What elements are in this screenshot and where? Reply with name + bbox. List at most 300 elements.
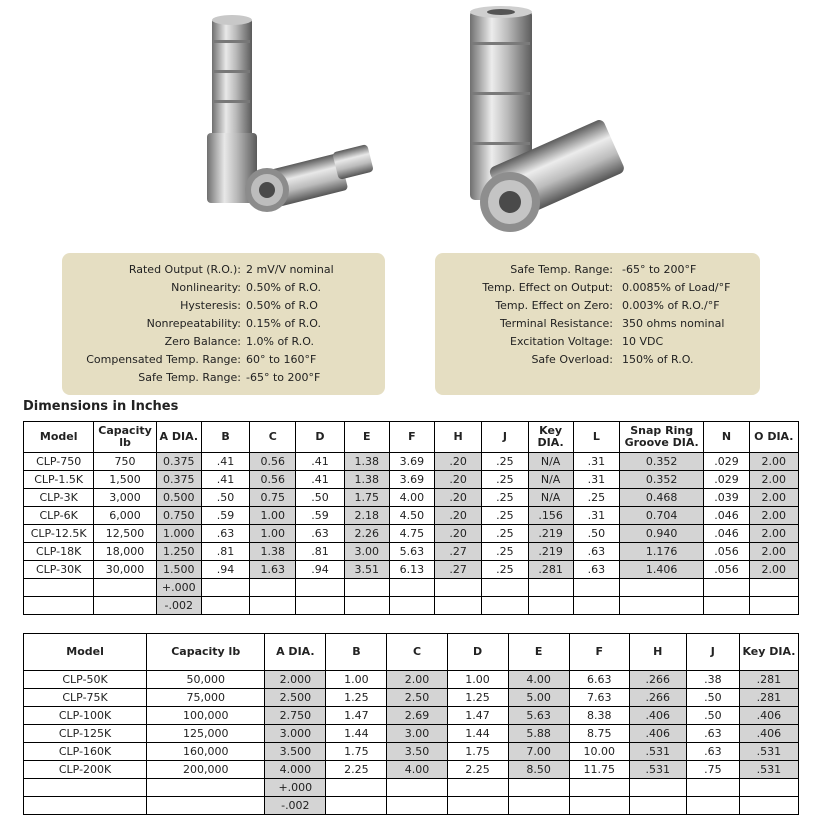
- tolerance-row: [24, 797, 799, 815]
- table-cell: .41: [201, 453, 249, 471]
- column-header: E: [508, 634, 569, 671]
- table-cell: 125,000: [147, 725, 265, 743]
- table-cell: 1.500: [156, 561, 201, 579]
- table-row: [24, 743, 799, 761]
- table-cell: 0.468: [619, 489, 703, 507]
- table-row: [24, 453, 799, 471]
- column-header: J: [482, 422, 528, 453]
- spec-row: [435, 315, 760, 333]
- load-cell-photo-left: [195, 8, 390, 228]
- table-cell: 100,000: [147, 707, 265, 725]
- table-cell: 200,000: [147, 761, 265, 779]
- table-cell: 1.25: [447, 689, 508, 707]
- tolerance-cell: -.002: [265, 797, 326, 815]
- table-cell: 2.26: [344, 525, 389, 543]
- column-header: J: [686, 634, 739, 671]
- table-cell: .31: [573, 507, 619, 525]
- table-cell: 18,000: [94, 543, 156, 561]
- table-cell: 4.00: [389, 489, 434, 507]
- table-cell: 3,000: [94, 489, 156, 507]
- empty-cell: [573, 579, 619, 597]
- column-header: F: [389, 422, 434, 453]
- empty-cell: [387, 779, 447, 797]
- table-cell: 0.352: [619, 471, 703, 489]
- column-header: O DIA.: [749, 422, 798, 453]
- table-cell: 5.88: [508, 725, 569, 743]
- empty-cell: [94, 597, 156, 615]
- table-cell: 4.50: [389, 507, 434, 525]
- table-cell: .531: [629, 743, 686, 761]
- empty-cell: [94, 579, 156, 597]
- table-cell: 3.000: [265, 725, 326, 743]
- table-cell: 0.375: [156, 471, 201, 489]
- table-cell: 1.406: [619, 561, 703, 579]
- table-cell: 1.00: [447, 671, 508, 689]
- table-cell: 1,500: [94, 471, 156, 489]
- table-cell: 0.750: [156, 507, 201, 525]
- table-cell: .50: [296, 489, 344, 507]
- column-header: L: [573, 422, 619, 453]
- table-cell: 1.25: [326, 689, 387, 707]
- table-cell: .25: [482, 471, 528, 489]
- table-cell: .20: [435, 453, 482, 471]
- table-cell: 3.00: [344, 543, 389, 561]
- table-cell: N/A: [528, 453, 573, 471]
- table-cell: 1.38: [344, 471, 389, 489]
- table-cell: .31: [573, 471, 619, 489]
- table-cell: 1.38: [344, 453, 389, 471]
- spec-label: Terminal Resistance:: [500, 317, 613, 330]
- table-cell: 50,000: [147, 671, 265, 689]
- spec-label: Excitation Voltage:: [510, 335, 613, 348]
- table-row: [24, 543, 799, 561]
- table-cell: 0.500: [156, 489, 201, 507]
- table-row: [24, 761, 799, 779]
- table-cell: 3.69: [389, 471, 434, 489]
- table-cell: .281: [739, 671, 798, 689]
- table-cell: 3.500: [265, 743, 326, 761]
- table-cell: .531: [739, 761, 798, 779]
- table-cell: 8.75: [569, 725, 629, 743]
- table-cell: 1.38: [250, 543, 296, 561]
- empty-cell: [447, 779, 508, 797]
- table-cell: 1.75: [447, 743, 508, 761]
- table-cell: .20: [435, 525, 482, 543]
- table-cell: 2.00: [749, 471, 798, 489]
- table-cell: 8.38: [569, 707, 629, 725]
- table-cell: 2.00: [749, 525, 798, 543]
- empty-cell: [749, 597, 798, 615]
- spec-label: Hysteresis:: [180, 299, 241, 312]
- table-cell: 4.000: [265, 761, 326, 779]
- table-cell: 5.63: [508, 707, 569, 725]
- table-cell: .266: [629, 689, 686, 707]
- column-header: B: [326, 634, 387, 671]
- table-cell: .531: [739, 743, 798, 761]
- table-cell: CLP-12.5K: [24, 525, 94, 543]
- tolerance-cell: +.000: [156, 579, 201, 597]
- table-cell: 4.00: [508, 671, 569, 689]
- column-header: F: [569, 634, 629, 671]
- tolerance-row: [24, 597, 799, 615]
- table-cell: .25: [482, 507, 528, 525]
- table-cell: 30,000: [94, 561, 156, 579]
- empty-cell: [508, 779, 569, 797]
- table-cell: 7.00: [508, 743, 569, 761]
- spec-value: 1.0% of R.O.: [246, 335, 314, 348]
- column-header: Capacity lb: [94, 422, 156, 453]
- table-cell: 1.00: [326, 671, 387, 689]
- table-cell: 11.75: [569, 761, 629, 779]
- spec-row: [435, 297, 760, 315]
- table-cell: CLP-6K: [24, 507, 94, 525]
- table-cell: 1.44: [326, 725, 387, 743]
- spec-value: 60° to 160°F: [246, 353, 317, 366]
- table-cell: 3.51: [344, 561, 389, 579]
- empty-cell: [344, 597, 389, 615]
- tolerance-row: [24, 579, 799, 597]
- spec-row: [62, 279, 385, 297]
- table-cell: .38: [686, 671, 739, 689]
- column-header: Model: [24, 422, 94, 453]
- table-cell: 3.69: [389, 453, 434, 471]
- empty-cell: [686, 779, 739, 797]
- empty-cell: [447, 797, 508, 815]
- table-cell: .63: [296, 525, 344, 543]
- table-cell: .406: [739, 707, 798, 725]
- table-cell: 2.25: [447, 761, 508, 779]
- table-cell: .25: [482, 543, 528, 561]
- empty-cell: [296, 597, 344, 615]
- empty-cell: [739, 779, 798, 797]
- column-header: H: [435, 422, 482, 453]
- table-cell: 2.18: [344, 507, 389, 525]
- table-cell: 750: [94, 453, 156, 471]
- table-cell: .31: [573, 453, 619, 471]
- spec-row: [62, 261, 385, 279]
- table-cell: .63: [686, 743, 739, 761]
- empty-cell: [389, 579, 434, 597]
- table-cell: .266: [629, 671, 686, 689]
- table-cell: CLP-18K: [24, 543, 94, 561]
- table-cell: 1.47: [326, 707, 387, 725]
- table-cell: .046: [704, 525, 749, 543]
- table-cell: CLP-200K: [24, 761, 147, 779]
- table-cell: CLP-125K: [24, 725, 147, 743]
- table-cell: 5.63: [389, 543, 434, 561]
- table-cell: .27: [435, 543, 482, 561]
- spec-label: Temp. Effect on Zero:: [495, 299, 613, 312]
- empty-cell: [569, 779, 629, 797]
- spec-row: [62, 369, 385, 387]
- empty-cell: [739, 797, 798, 815]
- empty-cell: [147, 779, 265, 797]
- table-cell: 1.250: [156, 543, 201, 561]
- table-cell: .029: [704, 471, 749, 489]
- table-cell: 2.25: [326, 761, 387, 779]
- table-cell: 1.00: [250, 507, 296, 525]
- empty-cell: [482, 597, 528, 615]
- table-cell: CLP-100K: [24, 707, 147, 725]
- table-cell: .281: [528, 561, 573, 579]
- spec-box-right: [435, 253, 760, 395]
- table-cell: 2.00: [749, 489, 798, 507]
- table-cell: .156: [528, 507, 573, 525]
- empty-cell: [435, 597, 482, 615]
- spec-box-left: [62, 253, 385, 395]
- table-row: [24, 561, 799, 579]
- spec-value: 0.50% of R.O.: [246, 281, 321, 294]
- spec-row: [435, 279, 760, 297]
- table-cell: .20: [435, 471, 482, 489]
- empty-cell: [147, 797, 265, 815]
- spec-value: -65° to 200°F: [246, 371, 321, 384]
- table-cell: 3.00: [387, 725, 447, 743]
- table-cell: 1.75: [344, 489, 389, 507]
- empty-cell: [201, 597, 249, 615]
- column-header: A DIA.: [156, 422, 201, 453]
- table-cell: .50: [573, 525, 619, 543]
- table-cell: .75: [686, 761, 739, 779]
- table-row: [24, 725, 799, 743]
- table-cell: 4.75: [389, 525, 434, 543]
- table-cell: .20: [435, 507, 482, 525]
- empty-cell: [344, 579, 389, 597]
- empty-cell: [24, 779, 147, 797]
- table-cell: .59: [296, 507, 344, 525]
- spec-row: [62, 351, 385, 369]
- column-header: Key DIA.: [739, 634, 798, 671]
- empty-cell: [201, 579, 249, 597]
- dimensions-title: Dimensions in Inches: [23, 399, 179, 414]
- column-header: A DIA.: [265, 634, 326, 671]
- spec-value: -65° to 200°F: [622, 263, 697, 276]
- table-cell: .219: [528, 525, 573, 543]
- spec-label: Safe Temp. Range:: [138, 371, 241, 384]
- empty-cell: [528, 597, 573, 615]
- spec-value: 2 mV/V nominal: [246, 263, 334, 276]
- table-cell: 4.00: [387, 761, 447, 779]
- table-cell: .25: [482, 561, 528, 579]
- table-cell: 0.75: [250, 489, 296, 507]
- table-cell: 2.00: [749, 507, 798, 525]
- empty-cell: [508, 797, 569, 815]
- spec-value: 10 VDC: [622, 335, 664, 348]
- spec-label: Temp. Effect on Output:: [482, 281, 613, 294]
- column-header: B: [201, 422, 249, 453]
- table-cell: 1.47: [447, 707, 508, 725]
- table-cell: CLP-30K: [24, 561, 94, 579]
- empty-cell: [569, 797, 629, 815]
- table-cell: 2.00: [749, 453, 798, 471]
- spec-label: Nonlinearity:: [171, 281, 241, 294]
- empty-cell: [389, 597, 434, 615]
- table-cell: N/A: [528, 471, 573, 489]
- tolerance-row: [24, 779, 799, 797]
- table-cell: 1.00: [250, 525, 296, 543]
- table-cell: 0.56: [250, 471, 296, 489]
- table-row: [24, 671, 799, 689]
- column-header: Snap Ring Groove DIA.: [619, 422, 703, 453]
- table-cell: .25: [482, 489, 528, 507]
- table-cell: 75,000: [147, 689, 265, 707]
- load-cell-photo-right: [455, 2, 635, 237]
- empty-cell: [749, 579, 798, 597]
- column-header: C: [387, 634, 447, 671]
- table-header-row: [24, 634, 799, 671]
- table-cell: .41: [296, 453, 344, 471]
- empty-cell: [435, 579, 482, 597]
- table-cell: 8.50: [508, 761, 569, 779]
- empty-cell: [686, 797, 739, 815]
- table-cell: .41: [201, 471, 249, 489]
- table-cell: 2.750: [265, 707, 326, 725]
- table-row: [24, 707, 799, 725]
- spec-value: 0.50% of R.O: [246, 299, 318, 312]
- empty-cell: [24, 797, 147, 815]
- table-cell: 2.000: [265, 671, 326, 689]
- table-row: [24, 471, 799, 489]
- table-cell: .029: [704, 453, 749, 471]
- table-cell: .94: [201, 561, 249, 579]
- table-cell: 0.704: [619, 507, 703, 525]
- spec-label: Safe Overload:: [531, 353, 613, 366]
- table-cell: 2.00: [387, 671, 447, 689]
- table-cell: .41: [296, 471, 344, 489]
- table-cell: .531: [629, 761, 686, 779]
- table-cell: .63: [573, 561, 619, 579]
- table-cell: .63: [686, 725, 739, 743]
- table-row: [24, 689, 799, 707]
- table-cell: .63: [201, 525, 249, 543]
- table-row: [24, 507, 799, 525]
- table-cell: .219: [528, 543, 573, 561]
- table-cell: .50: [686, 707, 739, 725]
- empty-cell: [24, 579, 94, 597]
- table-cell: 2.00: [749, 543, 798, 561]
- table-cell: .056: [704, 543, 749, 561]
- table-cell: .20: [435, 489, 482, 507]
- spec-label: Nonrepeatability:: [146, 317, 241, 330]
- table-cell: CLP-50K: [24, 671, 147, 689]
- empty-cell: [528, 579, 573, 597]
- table-cell: .406: [739, 725, 798, 743]
- spec-label: Compensated Temp. Range:: [86, 353, 241, 366]
- spec-row: [62, 315, 385, 333]
- table-cell: .27: [435, 561, 482, 579]
- table-cell: CLP-3K: [24, 489, 94, 507]
- table-cell: 2.500: [265, 689, 326, 707]
- table-cell: 0.940: [619, 525, 703, 543]
- tolerance-cell: -.002: [156, 597, 201, 615]
- dimensions-table-1: [23, 421, 799, 615]
- tolerance-cell: +.000: [265, 779, 326, 797]
- table-cell: 1.000: [156, 525, 201, 543]
- empty-cell: [619, 597, 703, 615]
- table-cell: 3.50: [387, 743, 447, 761]
- spec-row: [435, 333, 760, 351]
- table-cell: .25: [482, 525, 528, 543]
- empty-cell: [619, 579, 703, 597]
- table-cell: .81: [296, 543, 344, 561]
- table-row: [24, 525, 799, 543]
- spec-value: 0.0085% of Load/°F: [622, 281, 731, 294]
- table-cell: .046: [704, 507, 749, 525]
- empty-cell: [250, 597, 296, 615]
- table-cell: .50: [201, 489, 249, 507]
- spec-value: 0.15% of R.O.: [246, 317, 321, 330]
- table-cell: .039: [704, 489, 749, 507]
- table-cell: .406: [629, 707, 686, 725]
- table-cell: 160,000: [147, 743, 265, 761]
- empty-cell: [704, 579, 749, 597]
- table-row: [24, 489, 799, 507]
- column-header: Model: [24, 634, 147, 671]
- empty-cell: [24, 597, 94, 615]
- empty-cell: [296, 579, 344, 597]
- table-cell: 1.75: [326, 743, 387, 761]
- spec-row: [62, 333, 385, 351]
- table-cell: CLP-1.5K: [24, 471, 94, 489]
- table-cell: .25: [573, 489, 619, 507]
- spec-label: Rated Output (R.O.):: [128, 263, 241, 276]
- table-cell: 6.13: [389, 561, 434, 579]
- table-cell: .056: [704, 561, 749, 579]
- table-cell: 1.44: [447, 725, 508, 743]
- table-cell: .81: [201, 543, 249, 561]
- empty-cell: [629, 779, 686, 797]
- column-header: C: [250, 422, 296, 453]
- spec-value: 350 ohms nominal: [622, 317, 725, 330]
- empty-cell: [573, 597, 619, 615]
- table-cell: .25: [482, 453, 528, 471]
- spec-value: 0.003% of R.O./°F: [622, 299, 720, 312]
- table-cell: 0.375: [156, 453, 201, 471]
- column-header: Key DIA.: [528, 422, 573, 453]
- table-cell: N/A: [528, 489, 573, 507]
- empty-cell: [629, 797, 686, 815]
- table-cell: 2.69: [387, 707, 447, 725]
- table-cell: 0.352: [619, 453, 703, 471]
- table-cell: 1.176: [619, 543, 703, 561]
- table-cell: 10.00: [569, 743, 629, 761]
- dimensions-table-2: [23, 633, 799, 815]
- spec-row: [62, 297, 385, 315]
- table-cell: 6,000: [94, 507, 156, 525]
- table-cell: CLP-160K: [24, 743, 147, 761]
- table-cell: CLP-75K: [24, 689, 147, 707]
- empty-cell: [326, 797, 387, 815]
- spec-label: Safe Temp. Range:: [510, 263, 613, 276]
- table-cell: 0.56: [250, 453, 296, 471]
- table-cell: .281: [739, 689, 798, 707]
- empty-cell: [326, 779, 387, 797]
- column-header: D: [296, 422, 344, 453]
- table-cell: .50: [686, 689, 739, 707]
- column-header: Capacity lb: [147, 634, 265, 671]
- table-cell: 6.63: [569, 671, 629, 689]
- table-cell: .406: [629, 725, 686, 743]
- column-header: H: [629, 634, 686, 671]
- table-cell: 1.63: [250, 561, 296, 579]
- table-cell: .94: [296, 561, 344, 579]
- spec-label: Zero Balance:: [164, 335, 241, 348]
- empty-cell: [704, 597, 749, 615]
- spec-row: [435, 351, 760, 369]
- table-header-row: [24, 422, 799, 453]
- column-header: E: [344, 422, 389, 453]
- table-cell: .63: [573, 543, 619, 561]
